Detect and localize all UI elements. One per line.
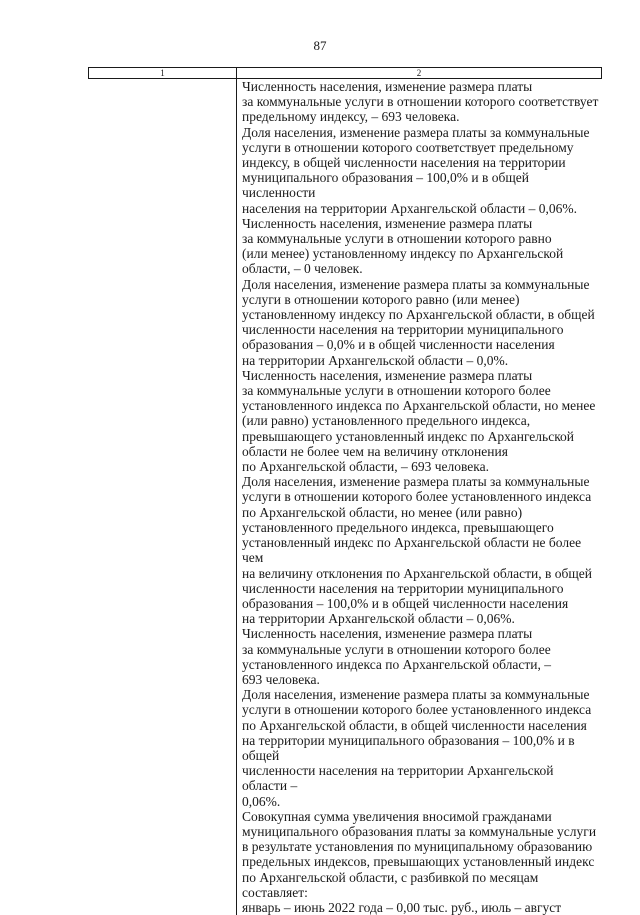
paragraph-population-above-index: Численность населения, изменение размера платы за коммунальные услуги в отношении которого более установленного индекса по Архангельской области, – 693 человека.	[242, 626, 602, 687]
paragraph-population-within-deviation: Численность населения, изменение размера платы за коммунальные услуги в отношении которого более установленного индекса по Архангельской области, но менее (или равно) установленного предельного индекса, превышающего установленный индекс по Архангельской области не более чем на величину отклонения по Архангельской области, – 693 человека.	[242, 368, 602, 474]
paragraph-share-above-index: Доля населения, изменение размера платы за коммунальные услуги в отношении которого более установленного индекса по Архангельской области, в общей численности населения на территории муниципального образования – 100,0% и в общей численности населения на территории Архангельской области – 0,06%.	[242, 687, 602, 809]
paragraph-share-at-or-below-index: Доля населения, изменение размера платы за коммунальные услуги в отношении которого равно (или менее) установленному индексу по Архангельской области, в общей численности населения на территории муниципального образования – 0,0% и в общей численности населения на территории Архангельской области – 0,0%.	[242, 277, 602, 368]
document-table	[88, 67, 602, 915]
paragraph-population-at-or-below-index: Численность населения, изменение размера платы за коммунальные услуги в отношении которого равно (или менее) установленному индексу по Архангельской области, – 0 человек.	[242, 216, 602, 277]
table-body-row	[89, 79, 602, 915]
page-number: 87	[0, 38, 640, 54]
paragraph-share-within-deviation: Доля населения, изменение размера платы за коммунальные услуги в отношении которого более установленного индекса по Архангельской области, но менее (или равно) установленного предельного индекса, превышающего установленный индекс по Архангельской области не более чем на величину отклонения по Архангельской области, в общей численности населения на территории муниципального образования – 100,0% и в общей численности населения на территории Архангельской области – 0,06%.	[242, 474, 602, 626]
paragraph-total-payment-increase: Совокупная сумма увеличения вносимой гражданами муниципального образования платы за коммунальные услуги в результате установления по муниципальному образованию предельных индексов, превышающих установленный индекс по Архангельской области, с разбивкой по месяцам составляет: январь – июнь 2022 года – 0,00 тыс. руб., июль – август	[242, 809, 602, 915]
table-header-row	[89, 68, 602, 79]
column-1-cell	[89, 79, 237, 915]
paragraph-population-at-limit: Численность населения, изменение размера платы за коммунальные услуги в отношении которого соответствует предельному индексу, – 693 человека.	[242, 79, 602, 125]
paragraph-share-at-limit: Доля населения, изменение размера платы за коммунальные услуги в отношении которого соответствует предельному индексу, в общей численности населения на территории муниципального образования – 100,0% и в общей численности населения на территории Архангельской области – 0,06%.	[242, 125, 602, 216]
column-2-header: 2	[237, 68, 602, 79]
column-1-header: 1	[89, 68, 237, 79]
column-2-cell	[237, 79, 602, 915]
